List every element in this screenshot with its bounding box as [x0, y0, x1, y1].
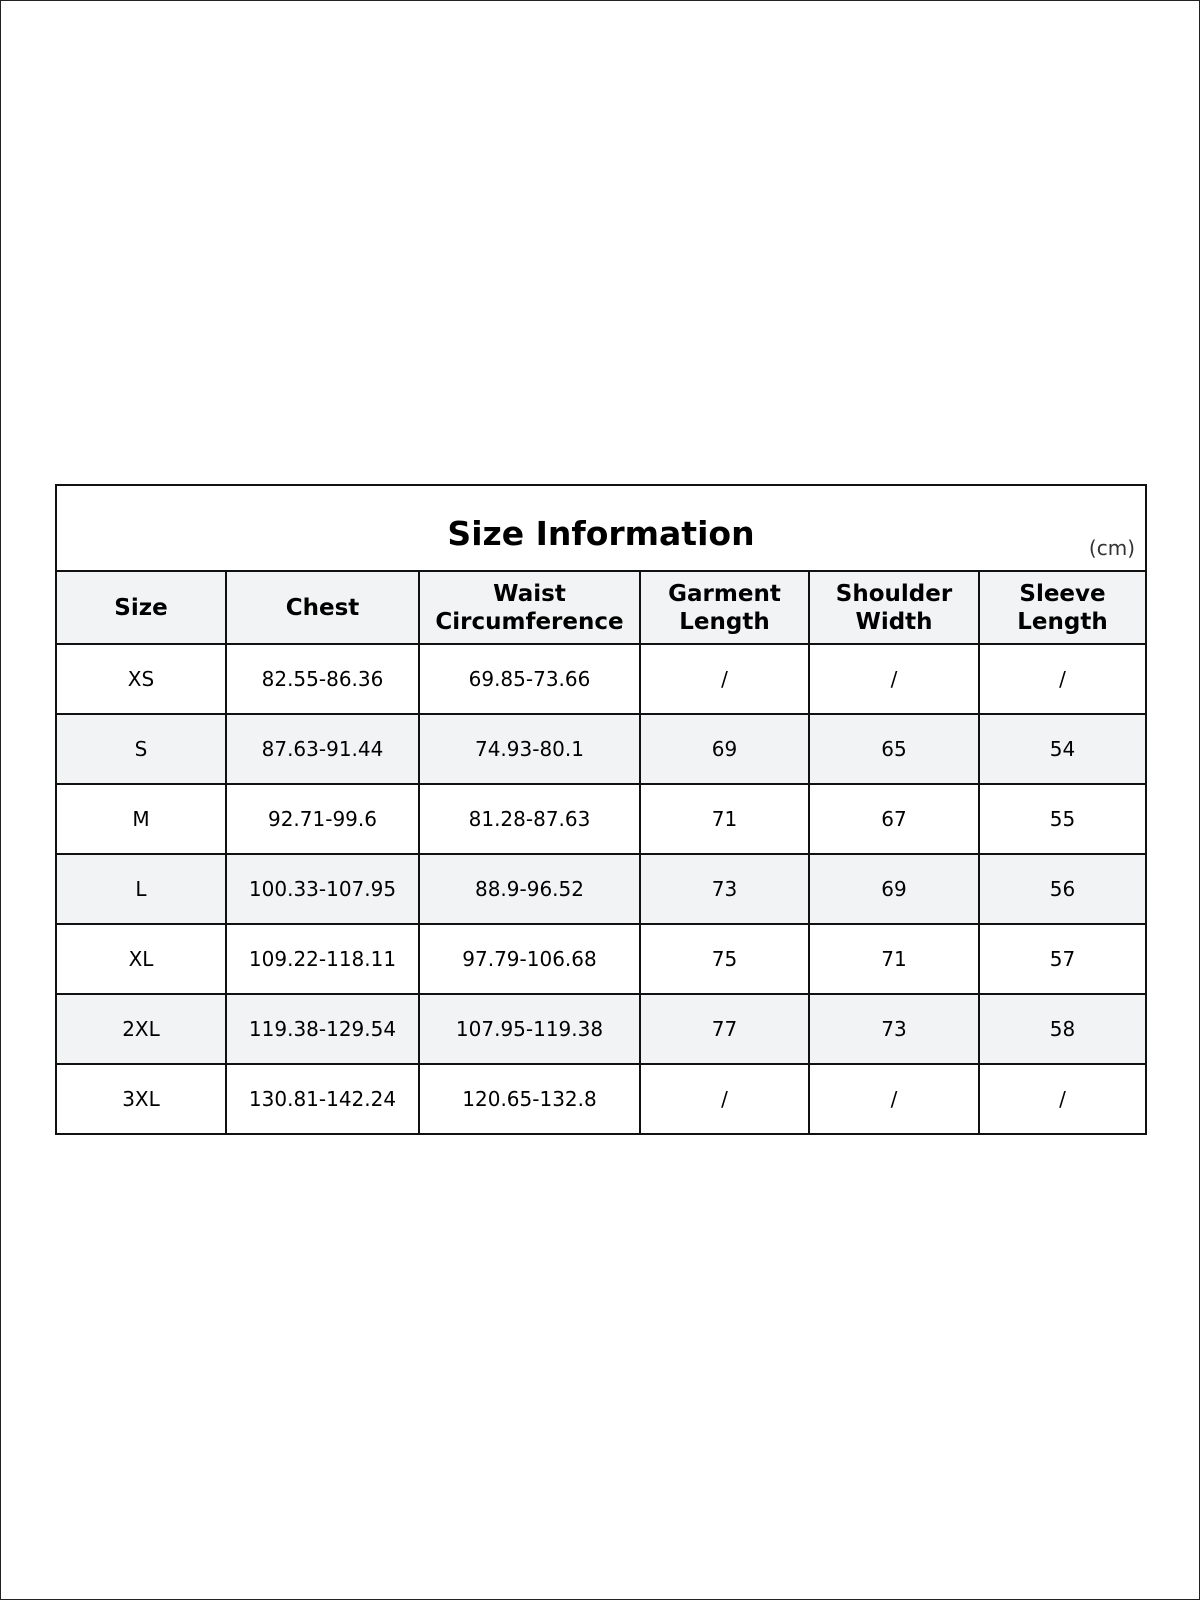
- table-cell: 69: [640, 714, 809, 784]
- size-table: [57, 572, 1145, 1133]
- table-row: [57, 924, 1145, 994]
- table-cell: /: [979, 1064, 1145, 1133]
- size-chart: [55, 484, 1147, 1135]
- table-cell: 82.55-86.36: [226, 644, 419, 714]
- table-cell: /: [809, 1064, 979, 1133]
- table-cell: 58: [979, 994, 1145, 1064]
- table-cell: /: [809, 644, 979, 714]
- table-cell: 88.9-96.52: [419, 854, 640, 924]
- table-cell: 67: [809, 784, 979, 854]
- table-cell: 65: [809, 714, 979, 784]
- column-header: Size: [57, 572, 226, 644]
- table-cell: 109.22-118.11: [226, 924, 419, 994]
- table-cell: 73: [809, 994, 979, 1064]
- table-cell: 71: [640, 784, 809, 854]
- table-cell: 81.28-87.63: [419, 784, 640, 854]
- table-cell: L: [57, 854, 226, 924]
- table-cell: S: [57, 714, 226, 784]
- column-header: Chest: [226, 572, 419, 644]
- table-cell: 55: [979, 784, 1145, 854]
- table-row: [57, 784, 1145, 854]
- table-row: [57, 644, 1145, 714]
- table-cell: 69: [809, 854, 979, 924]
- table-cell: XL: [57, 924, 226, 994]
- table-cell: 71: [809, 924, 979, 994]
- table-cell: 74.93-80.1: [419, 714, 640, 784]
- table-cell: 87.63-91.44: [226, 714, 419, 784]
- table-row: [57, 854, 1145, 924]
- table-cell: 119.38-129.54: [226, 994, 419, 1064]
- table-cell: XS: [57, 644, 226, 714]
- table-row: [57, 714, 1145, 784]
- header-row: [57, 572, 1145, 644]
- table-cell: 75: [640, 924, 809, 994]
- table-cell: 100.33-107.95: [226, 854, 419, 924]
- table-cell: 73: [640, 854, 809, 924]
- table-cell: 54: [979, 714, 1145, 784]
- column-header: Shoulder Width: [809, 572, 979, 644]
- title-row: [57, 486, 1145, 572]
- column-header: Waist Circumference: [419, 572, 640, 644]
- column-header: Sleeve Length: [979, 572, 1145, 644]
- table-cell: 97.79-106.68: [419, 924, 640, 994]
- table-cell: 69.85-73.66: [419, 644, 640, 714]
- unit-label: (cm): [1088, 536, 1135, 560]
- table-cell: 3XL: [57, 1064, 226, 1133]
- table-row: [57, 1064, 1145, 1133]
- table-cell: 92.71-99.6: [226, 784, 419, 854]
- table-cell: 77: [640, 994, 809, 1064]
- column-header: Garment Length: [640, 572, 809, 644]
- table-cell: 107.95-119.38: [419, 994, 640, 1064]
- table-cell: 120.65-132.8: [419, 1064, 640, 1133]
- chart-title: Size Information: [447, 514, 755, 553]
- table-row: [57, 994, 1145, 1064]
- table-cell: /: [640, 1064, 809, 1133]
- table-cell: M: [57, 784, 226, 854]
- table-cell: 56: [979, 854, 1145, 924]
- table-cell: /: [640, 644, 809, 714]
- table-cell: 2XL: [57, 994, 226, 1064]
- table-cell: /: [979, 644, 1145, 714]
- table-cell: 130.81-142.24: [226, 1064, 419, 1133]
- table-cell: 57: [979, 924, 1145, 994]
